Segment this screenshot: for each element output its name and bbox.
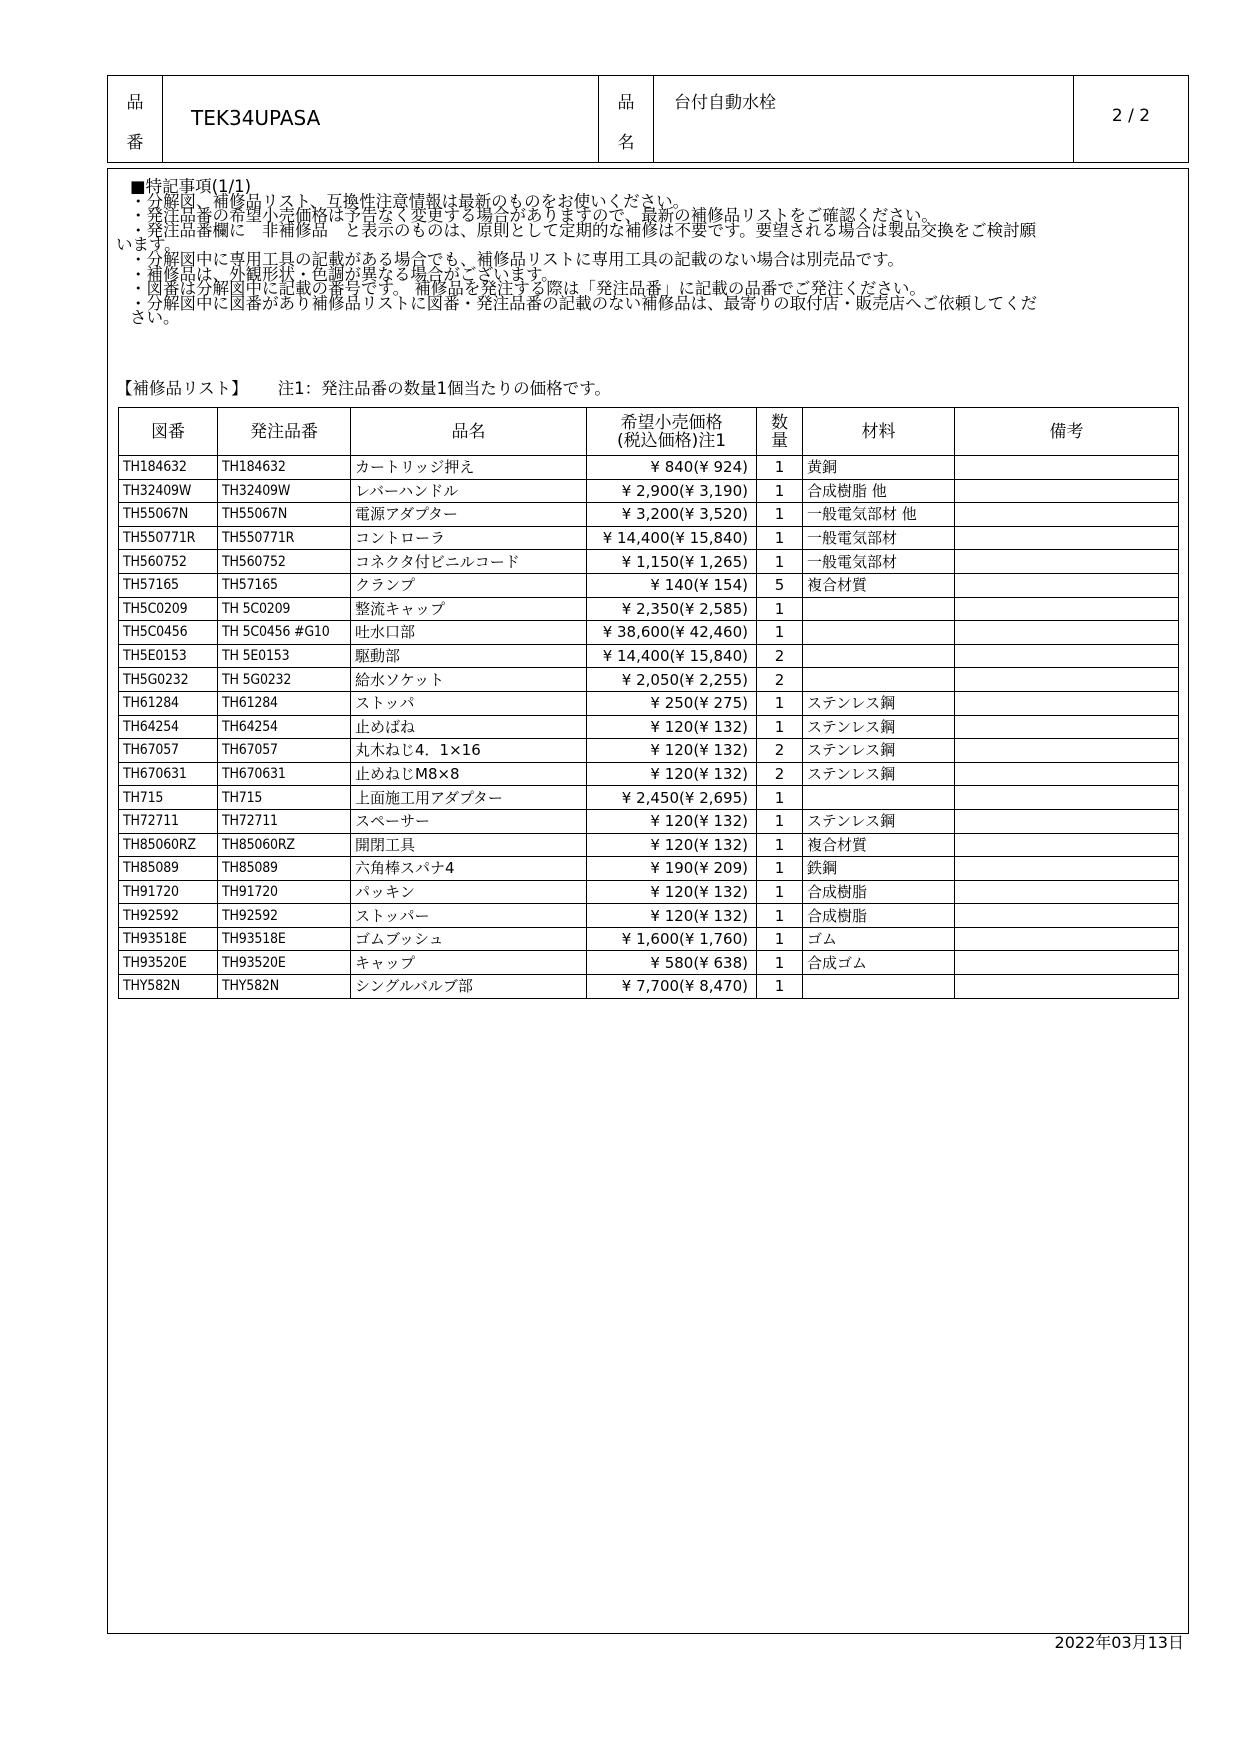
note-line: さい。 <box>130 308 180 328</box>
cell-order: TH67057 <box>218 739 351 763</box>
cell-price: ¥ 2,050(¥ 2,255) <box>587 668 757 692</box>
cell-qty: 1 <box>757 597 803 621</box>
cell-material: 複合材質 <box>803 833 955 857</box>
table-row <box>119 503 1179 527</box>
cell-material <box>803 975 955 999</box>
table-row <box>119 786 1179 810</box>
cell-remarks <box>955 597 1179 621</box>
cell-fig: TH550771R <box>119 526 218 550</box>
col-header-remarks: 備考 <box>955 408 1179 456</box>
cell-price: ¥ 120(¥ 132) <box>587 833 757 857</box>
cell-name: コネクタ付ビニルコード <box>351 550 587 574</box>
cell-name: パッキン <box>351 880 587 904</box>
table-row <box>119 833 1179 857</box>
col-header-price-line2: (税込価格)注1 <box>616 430 727 451</box>
note-line: います。 <box>116 235 181 255</box>
page-number: 2 / 2 <box>1111 106 1151 126</box>
cell-remarks <box>955 715 1179 739</box>
cell-qty: 1 <box>757 621 803 645</box>
cell-material <box>803 621 955 645</box>
cell-material: 一般電気部材 他 <box>803 503 955 527</box>
cell-material: 合成樹脂 他 <box>803 479 955 503</box>
cell-remarks <box>955 503 1179 527</box>
part-number-label-cell <box>108 76 163 162</box>
cell-remarks <box>955 526 1179 550</box>
cell-fig: TH64254 <box>119 715 218 739</box>
cell-order: TH 5E0153 <box>218 644 351 668</box>
cell-fig: TH5C0456 <box>119 621 218 645</box>
cell-name: 給水ソケット <box>351 668 587 692</box>
cell-material <box>803 668 955 692</box>
cell-material: 鉄鋼 <box>803 857 955 881</box>
cell-name: 上面施工用アダプター <box>351 786 587 810</box>
note-line: ・分解図、補修品リスト、互換性注意情報は最新のものをお使いください。 <box>130 191 690 211</box>
cell-price: ¥ 120(¥ 132) <box>587 880 757 904</box>
cell-fig: TH72711 <box>119 809 218 833</box>
cell-fig: TH93518E <box>119 927 218 951</box>
cell-name: クランプ <box>351 573 587 597</box>
parts-table-body <box>119 456 1179 999</box>
cell-fig: TH5E0153 <box>119 644 218 668</box>
cell-order: TH57165 <box>218 573 351 597</box>
cell-order: TH72711 <box>218 809 351 833</box>
cell-price: ¥ 2,900(¥ 3,190) <box>587 479 757 503</box>
cell-price: ¥ 190(¥ 209) <box>587 857 757 881</box>
cell-name: シングルバルブ部 <box>351 975 587 999</box>
cell-name: レバーハンドル <box>351 479 587 503</box>
cell-name: スペーサー <box>351 809 587 833</box>
cell-fig: TH32409W <box>119 479 218 503</box>
cell-material <box>803 597 955 621</box>
product-name-label-cell <box>599 76 654 162</box>
cell-qty: 2 <box>757 739 803 763</box>
table-row <box>119 880 1179 904</box>
col-header-qty-line2: 量 <box>771 430 788 451</box>
cell-price: ¥ 580(¥ 638) <box>587 951 757 975</box>
cell-material: ステンレス鋼 <box>803 739 955 763</box>
cell-order: TH61284 <box>218 691 351 715</box>
table-row <box>119 927 1179 951</box>
parts-list-title: 【補修品リスト】 <box>116 379 248 398</box>
cell-remarks <box>955 809 1179 833</box>
cell-remarks <box>955 975 1179 999</box>
cell-name: 止めねじM8×8 <box>351 762 587 786</box>
cell-order: TH91720 <box>218 880 351 904</box>
cell-qty: 1 <box>757 951 803 975</box>
cell-order: TH93518E <box>218 927 351 951</box>
cell-qty: 5 <box>757 573 803 597</box>
table-row <box>119 691 1179 715</box>
table-row <box>119 715 1179 739</box>
cell-fig: TH61284 <box>119 691 218 715</box>
cell-order: TH560752 <box>218 550 351 574</box>
note-line: ・図番は分解図中に記載の番号です。 補修品を発注する際は「発注品番」に記載の品番でご発注ください。 <box>130 279 926 299</box>
cell-name: コントローラ <box>351 526 587 550</box>
cell-remarks <box>955 951 1179 975</box>
note-line: ・分解図中に専用工具の記載がある場合でも、補修品リストに専用工具の記載のない場合は別売品です。 <box>130 249 904 269</box>
cell-remarks <box>955 762 1179 786</box>
table-row <box>119 975 1179 999</box>
cell-remarks <box>955 833 1179 857</box>
table-row <box>119 479 1179 503</box>
cell-remarks <box>955 927 1179 951</box>
table-row <box>119 456 1179 480</box>
cell-qty: 1 <box>757 526 803 550</box>
cell-fig: TH5G0232 <box>119 668 218 692</box>
cell-material: ステンレス鋼 <box>803 762 955 786</box>
cell-fig: TH92592 <box>119 904 218 928</box>
cell-fig: TH715 <box>119 786 218 810</box>
cell-price: ¥ 2,450(¥ 2,695) <box>587 786 757 810</box>
note-line: ・補修品は、外観形状・色調が異なる場合がございます。 <box>130 264 558 284</box>
cell-qty: 1 <box>757 975 803 999</box>
cell-material: ステンレス鋼 <box>803 691 955 715</box>
cell-qty: 1 <box>757 833 803 857</box>
cell-material <box>803 644 955 668</box>
table-row <box>119 762 1179 786</box>
part-number-label-top: 品 <box>126 93 144 113</box>
issue-date: 2022年03月13日 <box>1054 1633 1184 1652</box>
col-header-price-line1: 希望小売価格 <box>620 412 723 433</box>
cell-remarks <box>955 904 1179 928</box>
cell-order: TH184632 <box>218 456 351 480</box>
cell-qty: 1 <box>757 503 803 527</box>
cell-remarks <box>955 786 1179 810</box>
cell-name: 開閉工具 <box>351 833 587 857</box>
table-row <box>119 904 1179 928</box>
table-row <box>119 809 1179 833</box>
cell-fig: TH57165 <box>119 573 218 597</box>
part-number-cell <box>163 76 599 162</box>
table-row <box>119 526 1179 550</box>
col-header-price <box>587 408 757 456</box>
cell-order: TH32409W <box>218 479 351 503</box>
cell-remarks <box>955 644 1179 668</box>
product-name: 台付自動水栓 <box>674 93 776 113</box>
cell-name: 止めばね <box>351 715 587 739</box>
cell-remarks <box>955 550 1179 574</box>
cell-order: THY582N <box>218 975 351 999</box>
cell-qty: 1 <box>757 456 803 480</box>
cell-order: TH715 <box>218 786 351 810</box>
cell-remarks <box>955 691 1179 715</box>
col-header-order: 発注品番 <box>218 408 351 456</box>
cell-qty: 2 <box>757 668 803 692</box>
table-row <box>119 668 1179 692</box>
cell-price: ¥ 14,400(¥ 15,840) <box>587 644 757 668</box>
cell-remarks <box>955 621 1179 645</box>
table-row <box>119 573 1179 597</box>
col-header-qty-line1: 数 <box>771 412 788 433</box>
cell-material: 合成樹脂 <box>803 904 955 928</box>
cell-fig: TH55067N <box>119 503 218 527</box>
cell-price: ¥ 3,200(¥ 3,520) <box>587 503 757 527</box>
cell-material <box>803 786 955 810</box>
table-row <box>119 951 1179 975</box>
cell-name: ストッパー <box>351 904 587 928</box>
cell-fig: TH670631 <box>119 762 218 786</box>
cell-fig: THY582N <box>119 975 218 999</box>
cell-fig: TH560752 <box>119 550 218 574</box>
cell-qty: 1 <box>757 927 803 951</box>
parts-list-heading <box>116 375 611 399</box>
cell-qty: 1 <box>757 786 803 810</box>
cell-qty: 1 <box>757 809 803 833</box>
cell-price: ¥ 1,150(¥ 1,265) <box>587 550 757 574</box>
cell-price: ¥ 2,350(¥ 2,585) <box>587 597 757 621</box>
cell-price: ¥ 1,600(¥ 1,760) <box>587 927 757 951</box>
cell-order: TH85060RZ <box>218 833 351 857</box>
product-name-label-bottom: 名 <box>617 133 635 153</box>
parts-table <box>118 407 1179 999</box>
page-number-cell <box>1074 76 1188 162</box>
cell-qty: 1 <box>757 550 803 574</box>
col-header-name: 品名 <box>351 408 587 456</box>
cell-remarks <box>955 668 1179 692</box>
cell-material: 合成ゴム <box>803 951 955 975</box>
col-header-qty <box>757 408 803 456</box>
cell-order: TH92592 <box>218 904 351 928</box>
cell-price: ¥ 120(¥ 132) <box>587 715 757 739</box>
cell-material: ステンレス鋼 <box>803 809 955 833</box>
cell-qty: 1 <box>757 479 803 503</box>
cell-order: TH64254 <box>218 715 351 739</box>
cell-material: 合成樹脂 <box>803 880 955 904</box>
cell-order: TH85089 <box>218 857 351 881</box>
cell-price: ¥ 120(¥ 132) <box>587 809 757 833</box>
cell-fig: TH67057 <box>119 739 218 763</box>
cell-material: 一般電気部材 <box>803 526 955 550</box>
cell-remarks <box>955 479 1179 503</box>
cell-remarks <box>955 857 1179 881</box>
cell-qty: 1 <box>757 691 803 715</box>
cell-fig: TH93520E <box>119 951 218 975</box>
cell-qty: 1 <box>757 857 803 881</box>
part-number: TEK34UPASA <box>191 106 321 130</box>
notes-title: ■特記事項(1/1) <box>130 177 252 196</box>
cell-material: 一般電気部材 <box>803 550 955 574</box>
document-header <box>107 75 1189 163</box>
cell-price: ¥ 120(¥ 132) <box>587 739 757 763</box>
cell-order: TH550771R <box>218 526 351 550</box>
note-line: ・分解図中に図番があり補修品リストに図番・発注品番の記載のない補修品は、最寄りの取付店・販売店へご依頼してくだ <box>130 293 1038 313</box>
cell-qty: 2 <box>757 762 803 786</box>
table-row <box>119 597 1179 621</box>
cell-qty: 2 <box>757 644 803 668</box>
cell-qty: 1 <box>757 904 803 928</box>
table-row <box>119 644 1179 668</box>
cell-fig: TH85089 <box>119 857 218 881</box>
cell-name: 吐水口部 <box>351 621 587 645</box>
table-header-row <box>119 408 1179 456</box>
cell-material: 複合材質 <box>803 573 955 597</box>
cell-price: ¥ 38,600(¥ 42,460) <box>587 621 757 645</box>
cell-order: TH670631 <box>218 762 351 786</box>
cell-name: カートリッジ押え <box>351 456 587 480</box>
table-row <box>119 550 1179 574</box>
cell-fig: TH91720 <box>119 880 218 904</box>
cell-name: 駆動部 <box>351 644 587 668</box>
cell-qty: 1 <box>757 880 803 904</box>
cell-material: 黄銅 <box>803 456 955 480</box>
cell-remarks <box>955 880 1179 904</box>
cell-price: ¥ 840(¥ 924) <box>587 456 757 480</box>
special-notes <box>116 177 1170 328</box>
note-line: ・発注品番欄に 非補修品 と表示のものは、原則として定期的な補修は不要です。要望される場合は製品交換をご検討願 <box>130 220 1037 240</box>
cell-remarks <box>955 739 1179 763</box>
cell-qty: 1 <box>757 715 803 739</box>
part-number-label-bottom: 番 <box>126 133 144 153</box>
cell-fig: TH5C0209 <box>119 597 218 621</box>
cell-name: 丸木ねじ4．1×16 <box>351 739 587 763</box>
cell-price: ¥ 120(¥ 132) <box>587 904 757 928</box>
cell-remarks <box>955 456 1179 480</box>
note-line: ・発注品番の希望小売価格は予告なく変更する場合がありますので、最新の補修品リストをご確認ください。 <box>130 206 938 226</box>
table-row <box>119 739 1179 763</box>
cell-price: ¥ 7,700(¥ 8,470) <box>587 975 757 999</box>
cell-name: 六角棒スパナ4 <box>351 857 587 881</box>
cell-name: 電源アダプター <box>351 503 587 527</box>
cell-price: ¥ 14,400(¥ 15,840) <box>587 526 757 550</box>
cell-name: ゴムブッシュ <box>351 927 587 951</box>
cell-price: ¥ 250(¥ 275) <box>587 691 757 715</box>
cell-fig: TH85060RZ <box>119 833 218 857</box>
cell-price: ¥ 140(¥ 154) <box>587 573 757 597</box>
product-name-label-top: 品 <box>617 93 635 113</box>
cell-remarks <box>955 573 1179 597</box>
product-name-cell <box>654 76 1074 162</box>
table-row <box>119 621 1179 645</box>
cell-name: キャップ <box>351 951 587 975</box>
cell-order: TH 5C0209 <box>218 597 351 621</box>
cell-order: TH 5G0232 <box>218 668 351 692</box>
cell-name: ストッパ <box>351 691 587 715</box>
cell-material: ゴム <box>803 927 955 951</box>
cell-fig: TH184632 <box>119 456 218 480</box>
col-header-fig: 図番 <box>119 408 218 456</box>
cell-name: 整流キャップ <box>351 597 587 621</box>
table-row <box>119 857 1179 881</box>
cell-material: ステンレス鋼 <box>803 715 955 739</box>
cell-order: TH55067N <box>218 503 351 527</box>
cell-price: ¥ 120(¥ 132) <box>587 762 757 786</box>
cell-order: TH 5C0456 #G10 <box>218 621 351 645</box>
cell-order: TH93520E <box>218 951 351 975</box>
parts-list-note: 注1：発注品番の数量1個当たりの価格です。 <box>277 379 611 398</box>
col-header-material: 材料 <box>803 408 955 456</box>
